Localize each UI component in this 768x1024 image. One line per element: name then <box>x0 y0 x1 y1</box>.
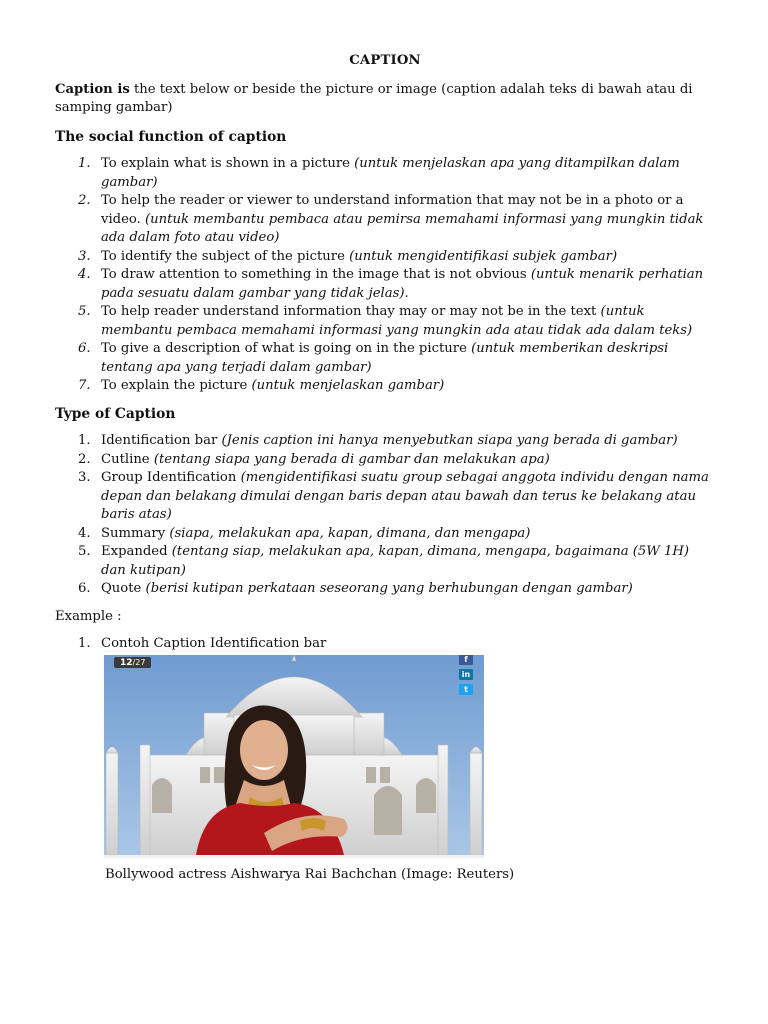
example-list <box>55 635 715 654</box>
caption-types-heading: Type of Caption <box>55 405 176 422</box>
list-number: 2. <box>78 451 91 467</box>
intro-text: the text below or beside the picture or image (caption adalah teks di bawah atau di samping gambar) <box>55 81 693 115</box>
item-english: To explain what is shown in a picture <box>101 156 350 171</box>
item-indonesian: (tentang siap, melakukan apa, kapan, dimana, mengapa, bagaimana (5W 1H) dan kutipan) <box>101 544 690 578</box>
list-number: 3. <box>78 248 91 264</box>
list-item <box>55 340 715 377</box>
item-indonesian: (untuk menjelaskan gambar) <box>247 378 445 393</box>
item-indonesian: (siapa, melakukan apa, kapan, dimana, dan mengapa) <box>165 525 531 541</box>
list-item <box>55 377 715 396</box>
example-item-text: Contoh Caption Identification bar <box>101 636 327 651</box>
document-page <box>55 52 715 663</box>
item-indonesian: (untuk menarik perhatian pada sesuatu dalam gambar yang tidak jelas). <box>101 267 704 301</box>
item-english: Cutline <box>101 451 150 467</box>
list-number: 7. <box>78 378 91 393</box>
intro-paragraph <box>55 81 715 118</box>
image-counter-badge <box>114 657 151 668</box>
list-item <box>55 469 715 525</box>
list-number: 2. <box>78 193 91 208</box>
item-english: Quote <box>101 581 142 596</box>
list-item <box>55 266 715 303</box>
list-number: 1. <box>78 433 91 448</box>
item-indonesian: (untuk menjelaskan apa yang ditampilkan dalam gambar) <box>101 156 680 190</box>
item-indonesian: (mengidentifikasi suatu group sebagai anggota individu dengan nama depan dan belakang dimulai dengan baris depan atau bawah dan terus ke belakang atau baris atas) <box>101 470 709 522</box>
list-item <box>55 248 715 267</box>
item-indonesian: (untuk memberikan deskripsi tentang apa yang terjadi dalam gambar) <box>101 341 669 375</box>
list-item <box>55 155 715 192</box>
item-english: Summary <box>101 525 166 541</box>
list-item <box>55 543 715 580</box>
social-function-heading: The social function of caption <box>55 128 287 145</box>
list-number: 4. <box>78 267 91 282</box>
list-number: 3. <box>78 470 91 485</box>
photo-illustration <box>104 655 484 855</box>
item-indonesian: (tentang siapa yang berada di gambar dan melakukan apa) <box>149 451 550 467</box>
list-item <box>55 525 715 544</box>
intro-term: Caption is <box>55 81 130 97</box>
list-number: 6. <box>78 581 91 596</box>
item-english: To draw attention to something in the image that is not obvious <box>101 267 527 282</box>
list-number: 5. <box>78 544 91 559</box>
item-english: To give a description of what is going on in the picture <box>101 341 467 356</box>
list-item <box>55 635 715 654</box>
document-title: CAPTION <box>349 53 421 68</box>
item-english: To help reader understand information thay may or may not be in the text <box>101 304 597 319</box>
item-english: Identification bar <box>101 433 218 448</box>
item-english: Expanded <box>101 544 168 559</box>
linkedin-icon[interactable]: in <box>459 669 473 680</box>
list-number: 5. <box>78 304 91 319</box>
list-number: 1. <box>78 636 91 651</box>
counter-total: /27 <box>132 658 146 667</box>
counter-current: 12 <box>120 658 133 668</box>
list-number: 6. <box>78 341 91 356</box>
item-indonesian: (untuk membantu pembaca atau pemirsa memahami informasi yang mungkin tidak ada dalam foto atau video) <box>101 211 704 245</box>
list-item <box>55 580 715 599</box>
list-item <box>55 303 715 340</box>
list-number: 1. <box>78 156 91 171</box>
item-english: To identify the subject of the picture <box>101 248 345 264</box>
list-item <box>55 451 715 470</box>
item-english: Group Identification <box>101 470 237 485</box>
facebook-icon[interactable]: f <box>459 655 473 665</box>
example-photo <box>104 655 484 858</box>
list-item <box>55 432 715 451</box>
item-indonesian: (Jenis caption ini hanya menyebutkan siapa yang berada di gambar) <box>217 433 678 448</box>
item-english: To help the reader or viewer to understand information that may not be in a photo or a video. <box>101 193 684 227</box>
item-indonesian: (untuk membantu pembaca memahami informasi yang mungkin ada atau tidak ada dalam teks) <box>101 304 693 338</box>
example-label: Example : <box>55 608 122 624</box>
list-number: 4. <box>78 525 91 541</box>
list-item <box>55 192 715 248</box>
item-english: To explain the picture <box>101 378 248 393</box>
caption-types-list <box>55 432 715 599</box>
twitter-icon[interactable]: t <box>459 684 473 695</box>
item-indonesian: (berisi kutipan perkataan seseorang yang berhubungan dengan gambar) <box>141 581 633 596</box>
item-indonesian: (untuk mengidentifikasi subjek gambar) <box>344 248 618 264</box>
photo-caption: Bollywood actress Aishwarya Rai Bachchan (Image: Reuters) <box>105 867 515 882</box>
social-function-list <box>55 155 715 396</box>
